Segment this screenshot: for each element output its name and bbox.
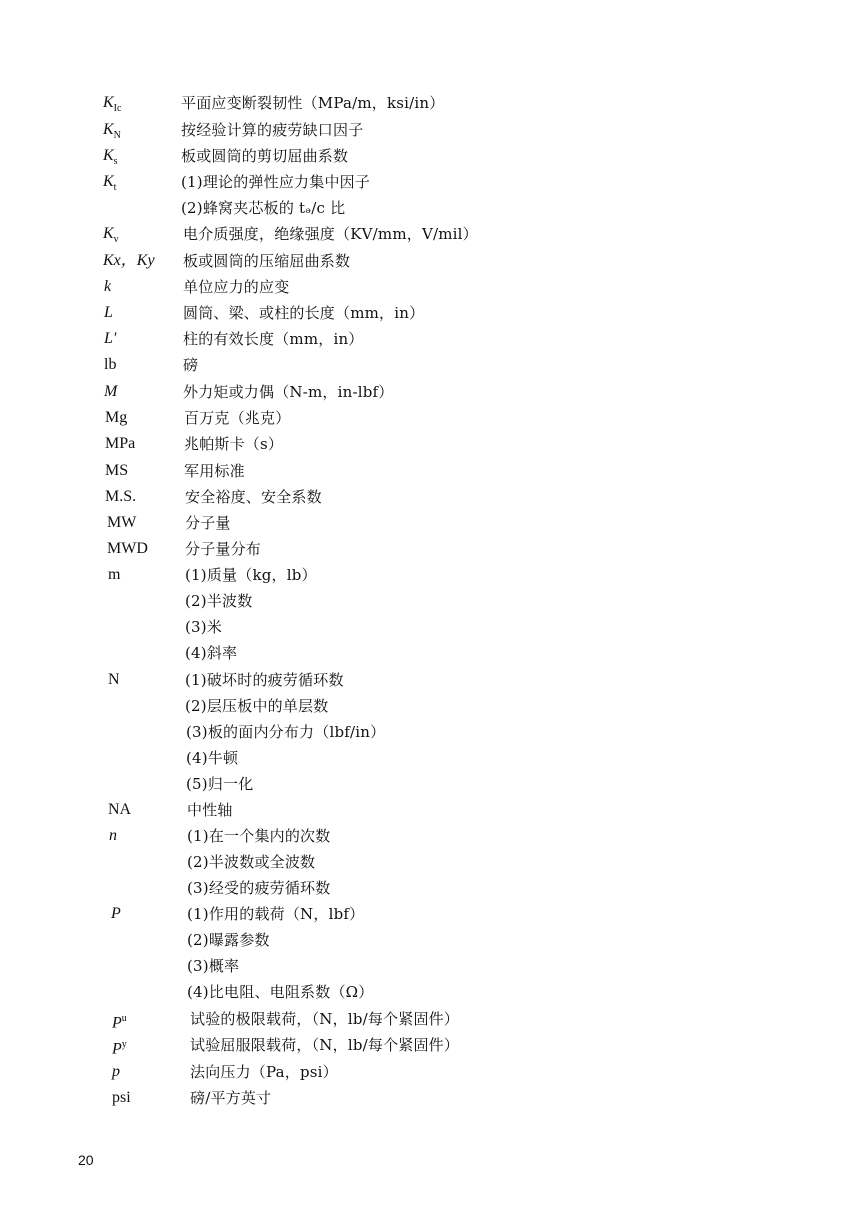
definition: 试验屈服限载荷，（N，lb/每个紧固件） bbox=[190, 1036, 460, 1054]
symbol-entry bbox=[0, 484, 850, 510]
definition: (1)质量（kg，lb） bbox=[185, 566, 317, 584]
symbol-base: N bbox=[108, 671, 120, 688]
symbol bbox=[105, 458, 128, 484]
definition: (3)米 bbox=[185, 618, 223, 636]
definition: 磅 bbox=[183, 356, 199, 374]
definition: (1)在一个集内的次数 bbox=[187, 827, 331, 845]
symbol-base: NA bbox=[108, 801, 132, 818]
symbol-entry bbox=[0, 849, 850, 875]
symbol-entry bbox=[0, 614, 850, 640]
definition: 军用标准 bbox=[184, 462, 245, 480]
symbol-entry bbox=[0, 719, 850, 745]
definition: 中性轴 bbox=[187, 801, 233, 819]
symbol-entry bbox=[0, 352, 850, 378]
definition: 按经验计算的疲劳缺口因子 bbox=[181, 121, 364, 139]
definition: 电介质强度，绝缘强度（KV/mm，V/mil） bbox=[183, 225, 478, 243]
definition: (2)层压板中的单层数 bbox=[185, 697, 329, 715]
symbol-entry bbox=[0, 117, 850, 143]
symbol bbox=[104, 300, 113, 326]
symbol-entry bbox=[0, 979, 850, 1005]
symbol-subscript: N bbox=[113, 130, 121, 142]
symbol-entry bbox=[0, 745, 850, 771]
symbol bbox=[104, 326, 116, 352]
definition: 外力矩或力偶（N-m，in-lbf） bbox=[183, 383, 394, 401]
symbol-entry bbox=[0, 875, 850, 901]
symbol bbox=[107, 536, 148, 562]
symbol-entry bbox=[0, 143, 850, 169]
symbol bbox=[109, 823, 117, 849]
definition: (3)板的面内分布力（lbf/in） bbox=[186, 723, 386, 741]
symbol-entry bbox=[0, 640, 850, 666]
definition: 兆帕斯卡（s） bbox=[184, 435, 284, 453]
symbol-entry bbox=[0, 221, 850, 247]
definition: (4)斜率 bbox=[185, 644, 238, 662]
definition: 分子量 bbox=[185, 514, 231, 532]
symbol-entry bbox=[0, 927, 850, 953]
definition: (2)曝露参数 bbox=[187, 931, 270, 949]
symbol-entry bbox=[0, 667, 850, 693]
symbol-subscript: v bbox=[113, 234, 119, 246]
symbol-base: p bbox=[112, 1063, 120, 1080]
symbol-base: m bbox=[108, 566, 121, 583]
definition: (2)半波数或全波数 bbox=[187, 853, 316, 871]
symbol-entry bbox=[0, 536, 850, 562]
definition: 单位应力的应变 bbox=[183, 278, 290, 296]
definition: 试验的极限载荷，（N，lb/每个紧固件） bbox=[190, 1010, 460, 1028]
symbol bbox=[105, 484, 136, 510]
symbol-entry bbox=[0, 458, 850, 484]
symbol-base: L' bbox=[104, 330, 117, 347]
page-number: 20 bbox=[78, 1152, 94, 1168]
symbol-base: K bbox=[103, 147, 114, 164]
symbol bbox=[105, 405, 127, 431]
symbol bbox=[107, 510, 136, 536]
symbol-base: Kx，Ky bbox=[103, 252, 155, 269]
definition: (3)概率 bbox=[187, 957, 240, 975]
definition: (4)比电阻、电阻系数（Ω） bbox=[187, 983, 374, 1001]
symbol bbox=[108, 562, 120, 588]
symbol bbox=[108, 667, 120, 693]
definition: 分子量分布 bbox=[185, 540, 262, 558]
definition: 板或圆筒的剪切屈曲系数 bbox=[181, 147, 349, 165]
symbol-entry bbox=[0, 195, 850, 221]
symbol-entry bbox=[0, 588, 850, 614]
symbol-entry bbox=[0, 405, 850, 431]
symbol bbox=[112, 1085, 131, 1111]
definition: (4)牛顿 bbox=[186, 749, 239, 767]
definition: (1)理论的弹性应力集中因子 bbox=[181, 173, 371, 191]
symbol-entry bbox=[0, 771, 850, 797]
symbol-entry bbox=[0, 953, 850, 979]
definition: 板或圆筒的压缩屈曲系数 bbox=[183, 252, 351, 270]
symbol-entry bbox=[0, 90, 850, 116]
symbol-entry bbox=[0, 823, 850, 849]
symbol-entry bbox=[0, 1059, 850, 1085]
symbol-entry bbox=[0, 300, 850, 326]
definition: 百万克（兆克） bbox=[184, 409, 291, 427]
definition: 法向压力（Pa，psi） bbox=[190, 1063, 338, 1081]
symbol-base: psi bbox=[112, 1089, 131, 1106]
symbol-entry bbox=[0, 169, 850, 195]
symbol-base: MPa bbox=[105, 435, 136, 452]
symbol-base: K bbox=[103, 121, 114, 138]
symbol-base: P bbox=[112, 1014, 122, 1032]
symbol-entry bbox=[0, 693, 850, 719]
symbol-entry bbox=[0, 431, 850, 457]
symbol-entry bbox=[0, 797, 850, 823]
symbol-entry bbox=[0, 1085, 850, 1111]
definition: 磅/平方英寸 bbox=[190, 1089, 272, 1107]
definition: (3)经受的疲劳循环数 bbox=[187, 879, 331, 897]
definition: 安全裕度、安全系数 bbox=[185, 488, 322, 506]
symbol-base: Mg bbox=[105, 409, 128, 426]
symbol-base: n bbox=[109, 827, 117, 844]
symbol-subscript: t bbox=[113, 182, 117, 194]
symbol-entry bbox=[0, 379, 850, 405]
symbol bbox=[112, 1032, 127, 1062]
definition: 平面应变断裂韧性（MPa/m，ksi/in） bbox=[181, 94, 445, 112]
symbol bbox=[104, 352, 116, 378]
symbol-base: M bbox=[104, 383, 118, 400]
definition: 柱的有效长度（mm，in） bbox=[183, 330, 364, 348]
symbol-superscript: y bbox=[121, 1039, 127, 1050]
definition: (2)半波数 bbox=[185, 592, 253, 610]
symbol bbox=[112, 1059, 120, 1085]
symbol-superscript: u bbox=[121, 1013, 127, 1024]
definition: 圆筒、梁、或柱的长度（mm，in） bbox=[183, 304, 425, 322]
symbol-entry bbox=[0, 510, 850, 536]
definition: (1)作用的载荷（N，lbf） bbox=[187, 905, 365, 923]
definition: (1)破坏时的疲劳循环数 bbox=[185, 671, 344, 689]
symbol-base: MW bbox=[107, 514, 137, 531]
symbol-base: lb bbox=[104, 356, 117, 373]
symbol bbox=[105, 431, 135, 457]
symbol-base: k bbox=[104, 278, 112, 295]
symbol-entry bbox=[0, 901, 850, 927]
symbol-entry bbox=[0, 1032, 850, 1058]
symbol-subscript: Ic bbox=[113, 103, 122, 115]
definition: (2)蜂窝夹芯板的 tₔ/c 比 bbox=[181, 199, 346, 217]
symbol-base: K bbox=[103, 225, 114, 242]
symbol bbox=[111, 901, 121, 927]
symbol-entry bbox=[0, 562, 850, 588]
symbol-base: MS bbox=[105, 462, 129, 479]
symbol bbox=[108, 797, 131, 823]
symbol-base: P bbox=[111, 905, 121, 922]
symbol bbox=[103, 248, 155, 274]
symbol bbox=[104, 379, 117, 405]
symbol-base: L bbox=[104, 304, 113, 321]
definition: (5)归一化 bbox=[186, 775, 254, 793]
symbol-base: MWD bbox=[107, 540, 148, 557]
symbol-entry bbox=[0, 1006, 850, 1032]
symbol-base: K bbox=[103, 94, 114, 111]
symbol-entry bbox=[0, 248, 850, 274]
symbol-subscript: s bbox=[113, 156, 118, 168]
symbol-entry bbox=[0, 274, 850, 300]
symbol-base: K bbox=[103, 173, 114, 190]
symbol-base: P bbox=[112, 1040, 122, 1058]
symbol bbox=[104, 274, 111, 300]
symbol-entry bbox=[0, 326, 850, 352]
symbol-base: M.S. bbox=[105, 488, 137, 505]
